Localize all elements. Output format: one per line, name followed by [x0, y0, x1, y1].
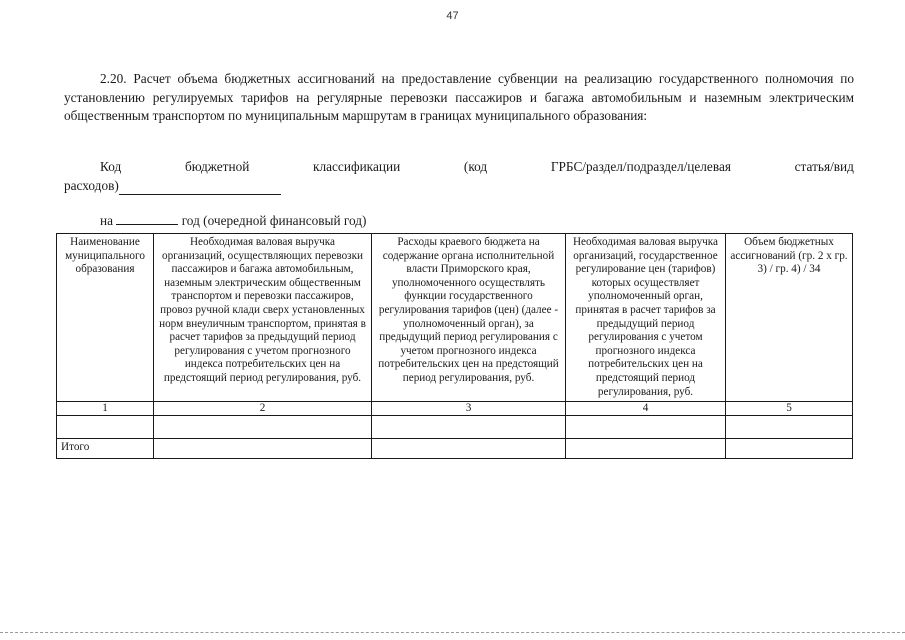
column-number: 1 — [57, 402, 154, 416]
budget-code-line — [64, 158, 854, 195]
table-column-numbers-row — [57, 402, 853, 416]
code-word: классификации — [313, 159, 401, 174]
header-allocation: Объем бюджетных ассигнований (гр. 2 x гр. 3) / гр. 4) / 34 — [726, 234, 853, 402]
year-blank — [116, 211, 178, 225]
code-word: ГРБС/раздел/подраздел/целевая — [550, 159, 731, 174]
code-word: Код — [100, 159, 122, 174]
table-cell — [726, 439, 853, 459]
header-expenses: Расходы краевого бюджета на содержание органа исполнительной власти Приморского края, уполномоченного осуществлять функции государственного регулирования тарифов (цен) (далее - уполномоченный орган), за предыдущий период регулирования с учетом прогнозного индекса потребительских цен на предстоящий период регулирования, руб. — [372, 234, 566, 402]
table-cell — [57, 416, 154, 439]
code-word: бюджетной — [184, 159, 250, 174]
table-cell — [372, 416, 566, 439]
budget-code-words — [64, 158, 854, 177]
header-regulated-revenue: Необходимая валовая выручка организаций, государственное регулирование цен (тарифов) которых осуществляет уполномоченный орган, принятая в расчет тарифов за предыдущий период регулирования с учетом прогнозного индекса потребительских цен на предстоящий период регулирования, руб. — [566, 234, 726, 402]
table-total-row — [57, 439, 853, 459]
table-cell — [566, 439, 726, 459]
budget-code-continuation — [64, 177, 854, 196]
total-label: Итого — [57, 439, 154, 459]
table-cell — [726, 416, 853, 439]
column-number: 3 — [372, 402, 566, 416]
page-number: 47 — [446, 10, 459, 22]
page-bottom-edge — [0, 632, 905, 633]
header-revenue: Необходимая валовая выручка организаций, осуществляющих перевозки пассажиров и багажа автомобильным, наземным электрическим общественным транспортом и перевозки пассажиров, провоз ручной клади сверх установленных норм внеуличным транспортом, принятая в расчет тарифов за предыдущий период регулирования с учетом прогнозного индекса потребительских цен на предстоящий период регулирования, руб. — [154, 234, 372, 402]
table-header-row — [57, 234, 853, 402]
year-prefix: на — [100, 213, 114, 228]
year-suffix: год (очередной финансовый год) — [181, 213, 367, 228]
year-line — [100, 211, 366, 231]
section-paragraph: 2.20. Расчет объема бюджетных ассигнований на предоставление субвенции на реализацию государственного полномочия по установлению регулируемых тарифов на регулярные перевозки пассажиров и багажа автомобильным и наземным электрическим общественным транспортом по муниципальным маршрутам в границах муниципального образования: — [64, 71, 854, 123]
code-word: статья/вид — [794, 159, 854, 174]
table-cell — [372, 439, 566, 459]
column-number: 5 — [726, 402, 853, 416]
header-municipality: Наименование муниципального образования — [57, 234, 154, 402]
code-continuation-text: расходов) — [64, 177, 119, 193]
budget-table — [56, 233, 853, 459]
table-row — [57, 416, 853, 439]
column-number: 4 — [566, 402, 726, 416]
table-cell — [154, 439, 372, 459]
table-cell — [566, 416, 726, 439]
budget-code-blank — [119, 181, 281, 195]
column-number: 2 — [154, 402, 372, 416]
table-cell — [154, 416, 372, 439]
code-word: (код — [463, 159, 488, 174]
